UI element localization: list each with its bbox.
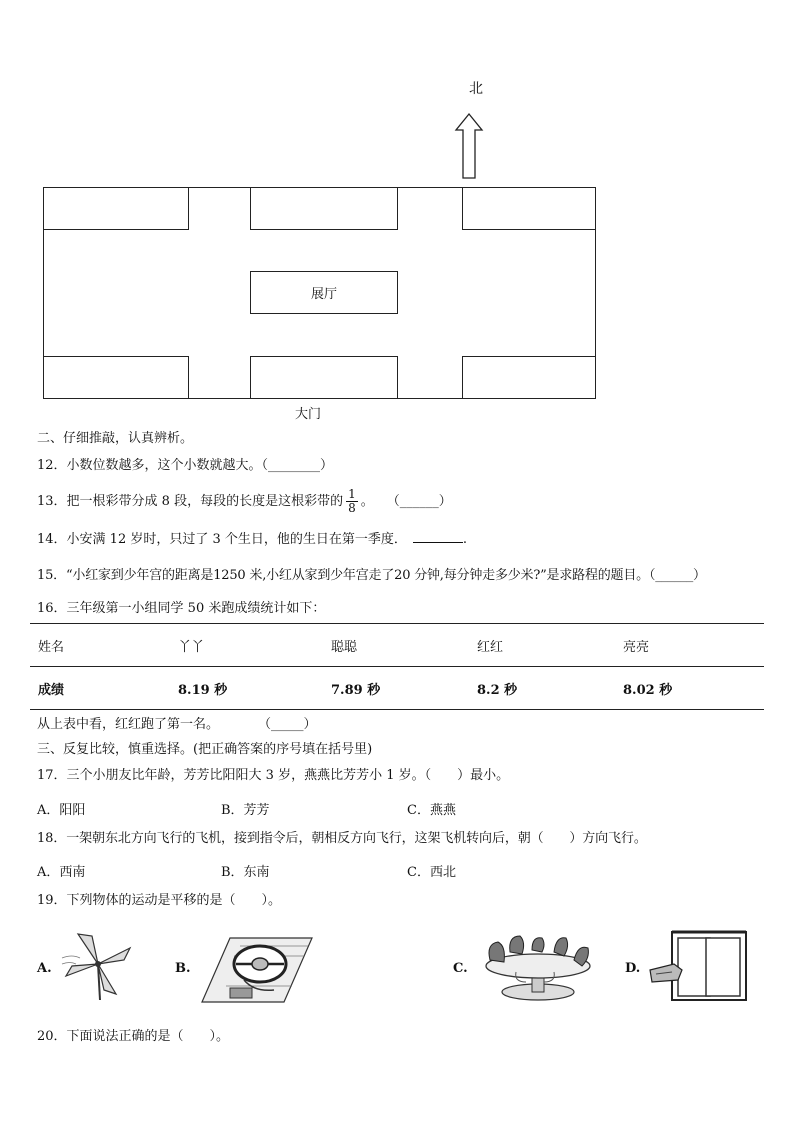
steering-wheel-icon[interactable]: [200, 934, 314, 1004]
gate-label: 大门: [295, 407, 322, 422]
question-17: 17．三个小朋友比年龄，芳芳比阳阳大 3 岁，燕燕比芳芳小 1 岁。（ ）最小。: [37, 768, 510, 783]
q19-option-c-label[interactable]: C.: [453, 961, 468, 976]
question-20: 20．下面说法正确的是（ ）。: [37, 1029, 230, 1044]
score-table: [30, 623, 764, 710]
table-cell: 8.2 秒: [469, 667, 615, 710]
question-15: 15．“小红家到少年宫的距离是1250 米,小红从家到少年宫走了20 分钟,每分钟走多少米?”是求路程的题目。（______）: [37, 568, 706, 583]
q19-option-d-label[interactable]: D.: [625, 961, 641, 976]
question-16-statement: 从上表中看，红红跑了第一名。 （_____）: [37, 717, 317, 732]
hall-label: 展厅: [310, 287, 337, 302]
table-cell: 丫丫: [170, 624, 323, 667]
question-14-end: .: [462, 532, 468, 547]
map-hall: [250, 271, 398, 314]
map-block-top-left: [43, 187, 189, 230]
section2-title: 二、仔细推敲，认真辨析。: [37, 431, 194, 446]
question-14-text: 14．小安满 12 岁时，只过了 3 个生日，他的生日在第一季度．: [37, 532, 407, 547]
q18-option-b[interactable]: B．东南: [221, 865, 270, 880]
q18-option-c[interactable]: C．西北: [407, 865, 456, 880]
table-cell: 亮亮: [615, 624, 764, 667]
map-block-top-center: [250, 187, 398, 230]
map-block-top-right: [462, 187, 596, 230]
table-cell: 姓名: [30, 624, 170, 667]
question-12: 12．小数位数越多，这个小数就越大。（________）: [37, 458, 334, 473]
section3-title: 三、反复比较，慎重选择。(把正确答案的序号填在括号里): [37, 742, 373, 757]
table-cell: 聪聪: [323, 624, 469, 667]
q17-option-c[interactable]: C．燕燕: [407, 803, 456, 818]
north-arrow-icon: [454, 112, 484, 180]
table-cell: 7.89 秒: [323, 667, 469, 710]
q17-option-a[interactable]: A．阳阳: [37, 803, 86, 818]
table-cell: 8.02 秒: [615, 667, 764, 710]
question-18: 18．一架朝东北方向飞行的飞机，接到指令后，朝相反方向飞行，这架飞机转向后，朝（ ）方向飞行。: [37, 831, 647, 846]
table-row: [30, 667, 764, 710]
question-14: [37, 530, 467, 549]
score-table-header: [30, 624, 764, 667]
q19-option-a-label[interactable]: A.: [37, 961, 52, 976]
fraction-one-eighth: [346, 488, 358, 515]
question-16: 16．三年级第一小组同学 50 米跑成绩统计如下：: [37, 601, 326, 616]
map-block-bottom-left: [43, 356, 189, 399]
carousel-ride-icon[interactable]: [476, 932, 600, 1002]
sliding-window-icon[interactable]: [648, 928, 750, 1002]
question-19: 19．下列物体的运动是平移的是（ ）。: [37, 893, 282, 908]
q19-option-b-label[interactable]: B.: [175, 961, 191, 976]
table-cell: 成绩: [30, 667, 170, 710]
question-13-answer: 。 （______）: [360, 494, 452, 509]
question-13-text: 13．把一根彩带分成 8 段，每段的长度是这根彩带的: [37, 494, 344, 509]
fraction-numerator: 1: [348, 487, 356, 501]
north-label: 北: [469, 81, 483, 97]
pinwheel-icon[interactable]: [58, 928, 140, 1002]
fraction-denominator: 8: [348, 501, 356, 515]
map-block-bottom-center: [250, 356, 398, 399]
q17-option-b[interactable]: B．芳芳: [221, 803, 270, 818]
q18-option-a[interactable]: A．西南: [37, 865, 86, 880]
question-13: [37, 484, 452, 520]
table-cell: 8.19 秒: [170, 667, 323, 710]
map-block-bottom-right: [462, 356, 596, 399]
answer-blank[interactable]: [413, 530, 463, 543]
table-cell: 红红: [469, 624, 615, 667]
